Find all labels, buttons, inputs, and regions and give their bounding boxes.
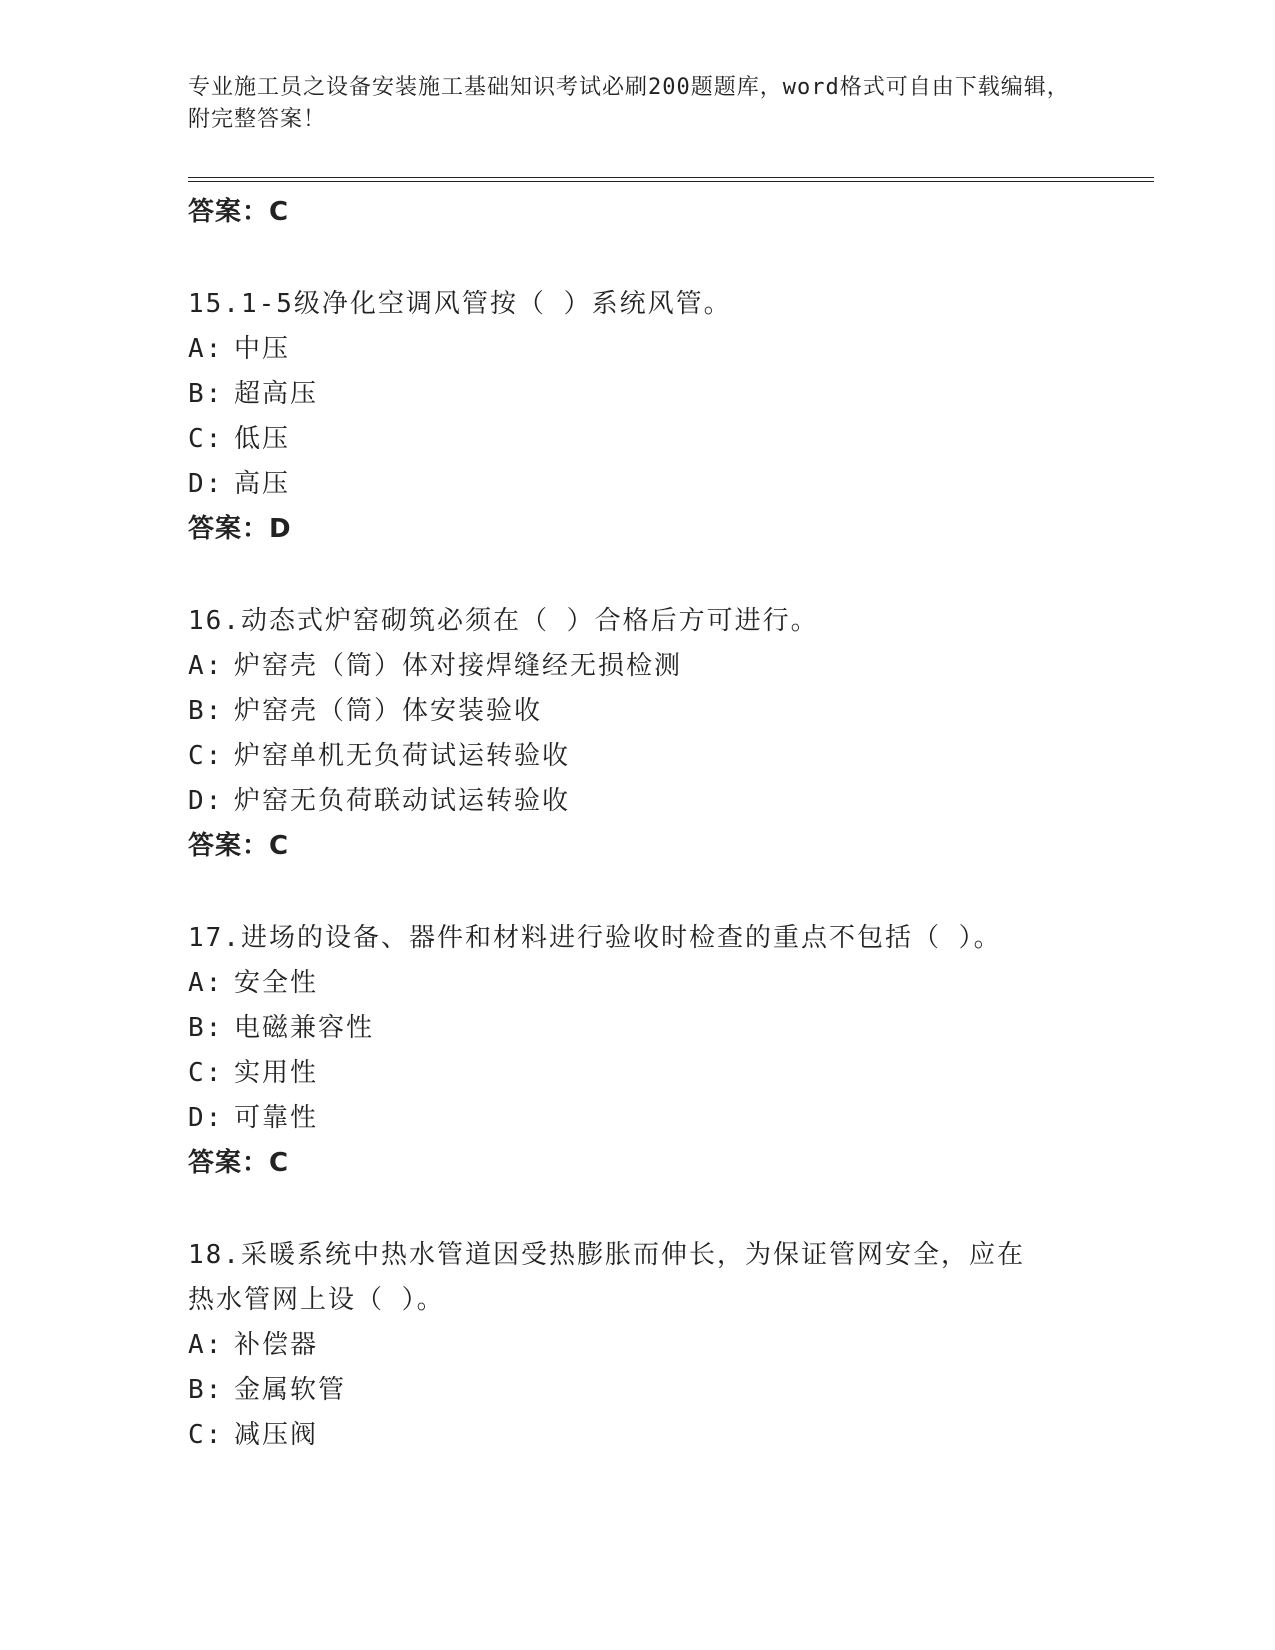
option-key: C:	[188, 1058, 224, 1088]
question-list	[188, 190, 1088, 1458]
option-a	[188, 327, 1088, 372]
option-key: C:	[188, 424, 224, 454]
option-key: D:	[188, 786, 224, 816]
option-b	[188, 1006, 1088, 1051]
option-a	[188, 961, 1088, 1006]
option-text: 补偿器	[234, 1330, 319, 1360]
option-key: D:	[188, 1103, 224, 1133]
question-stem: 18.采暖系统中热水管道因受热膨胀而伸长，为保证管网安全，应在热水管网上设（ ）。	[188, 1240, 1025, 1315]
option-d	[188, 1096, 1088, 1141]
option-key: A:	[188, 968, 224, 998]
option-c	[188, 417, 1088, 462]
option-key: A:	[188, 651, 224, 681]
option-key: B:	[188, 1375, 224, 1405]
option-key: B:	[188, 1013, 224, 1043]
option-text: 中压	[234, 334, 291, 364]
option-key: A:	[188, 334, 224, 364]
option-text: 炉窑壳（筒）体安装验收	[234, 696, 543, 726]
option-c	[188, 1413, 1088, 1458]
previous-answer: 答案：C	[188, 197, 290, 227]
option-text: 减压阀	[234, 1420, 319, 1450]
option-c	[188, 734, 1088, 779]
option-a	[188, 644, 1088, 689]
question-answer: 答案：C	[188, 831, 290, 861]
option-text: 电磁兼容性	[234, 1013, 375, 1043]
option-text: 安全性	[234, 968, 319, 998]
option-key: D:	[188, 469, 224, 499]
question-stem: 16.动态式炉窑砌筑必须在（ ）合格后方可进行。	[188, 606, 819, 636]
option-b	[188, 372, 1088, 417]
option-text: 金属软管	[234, 1375, 347, 1405]
option-d	[188, 462, 1088, 507]
document-header-title: 专业施工员之设备安装施工基础知识考试必刷200题题库，word格式可自由下载编辑，附完整答案！	[188, 75, 1070, 132]
option-key: C:	[188, 741, 224, 771]
option-text: 高压	[234, 469, 291, 499]
option-a	[188, 1323, 1088, 1368]
option-key: B:	[188, 379, 224, 409]
question-answer: 答案：D	[188, 514, 292, 544]
option-b	[188, 1368, 1088, 1413]
option-b	[188, 689, 1088, 734]
question-answer: 答案：C	[188, 1148, 290, 1178]
option-key: A:	[188, 1330, 224, 1360]
option-text: 实用性	[234, 1058, 319, 1088]
option-text: 炉窑无负荷联动试运转验收	[234, 786, 571, 816]
option-text: 炉窑单机无负荷试运转验收	[234, 741, 571, 771]
option-text: 炉窑壳（筒）体对接焊缝经无损检测	[234, 651, 683, 681]
option-d	[188, 779, 1088, 824]
header-divider	[188, 177, 1154, 182]
option-key: B:	[188, 696, 224, 726]
option-text: 超高压	[234, 379, 319, 409]
question-stem: 17.进场的设备、器件和材料进行验收时检查的重点不包括（ ）。	[188, 923, 1002, 953]
option-text: 可靠性	[234, 1103, 319, 1133]
option-text: 低压	[234, 424, 291, 454]
option-c	[188, 1051, 1088, 1096]
question-stem: 15.1-5级净化空调风管按（ ）系统风管。	[188, 289, 732, 319]
option-key: C:	[188, 1420, 224, 1450]
